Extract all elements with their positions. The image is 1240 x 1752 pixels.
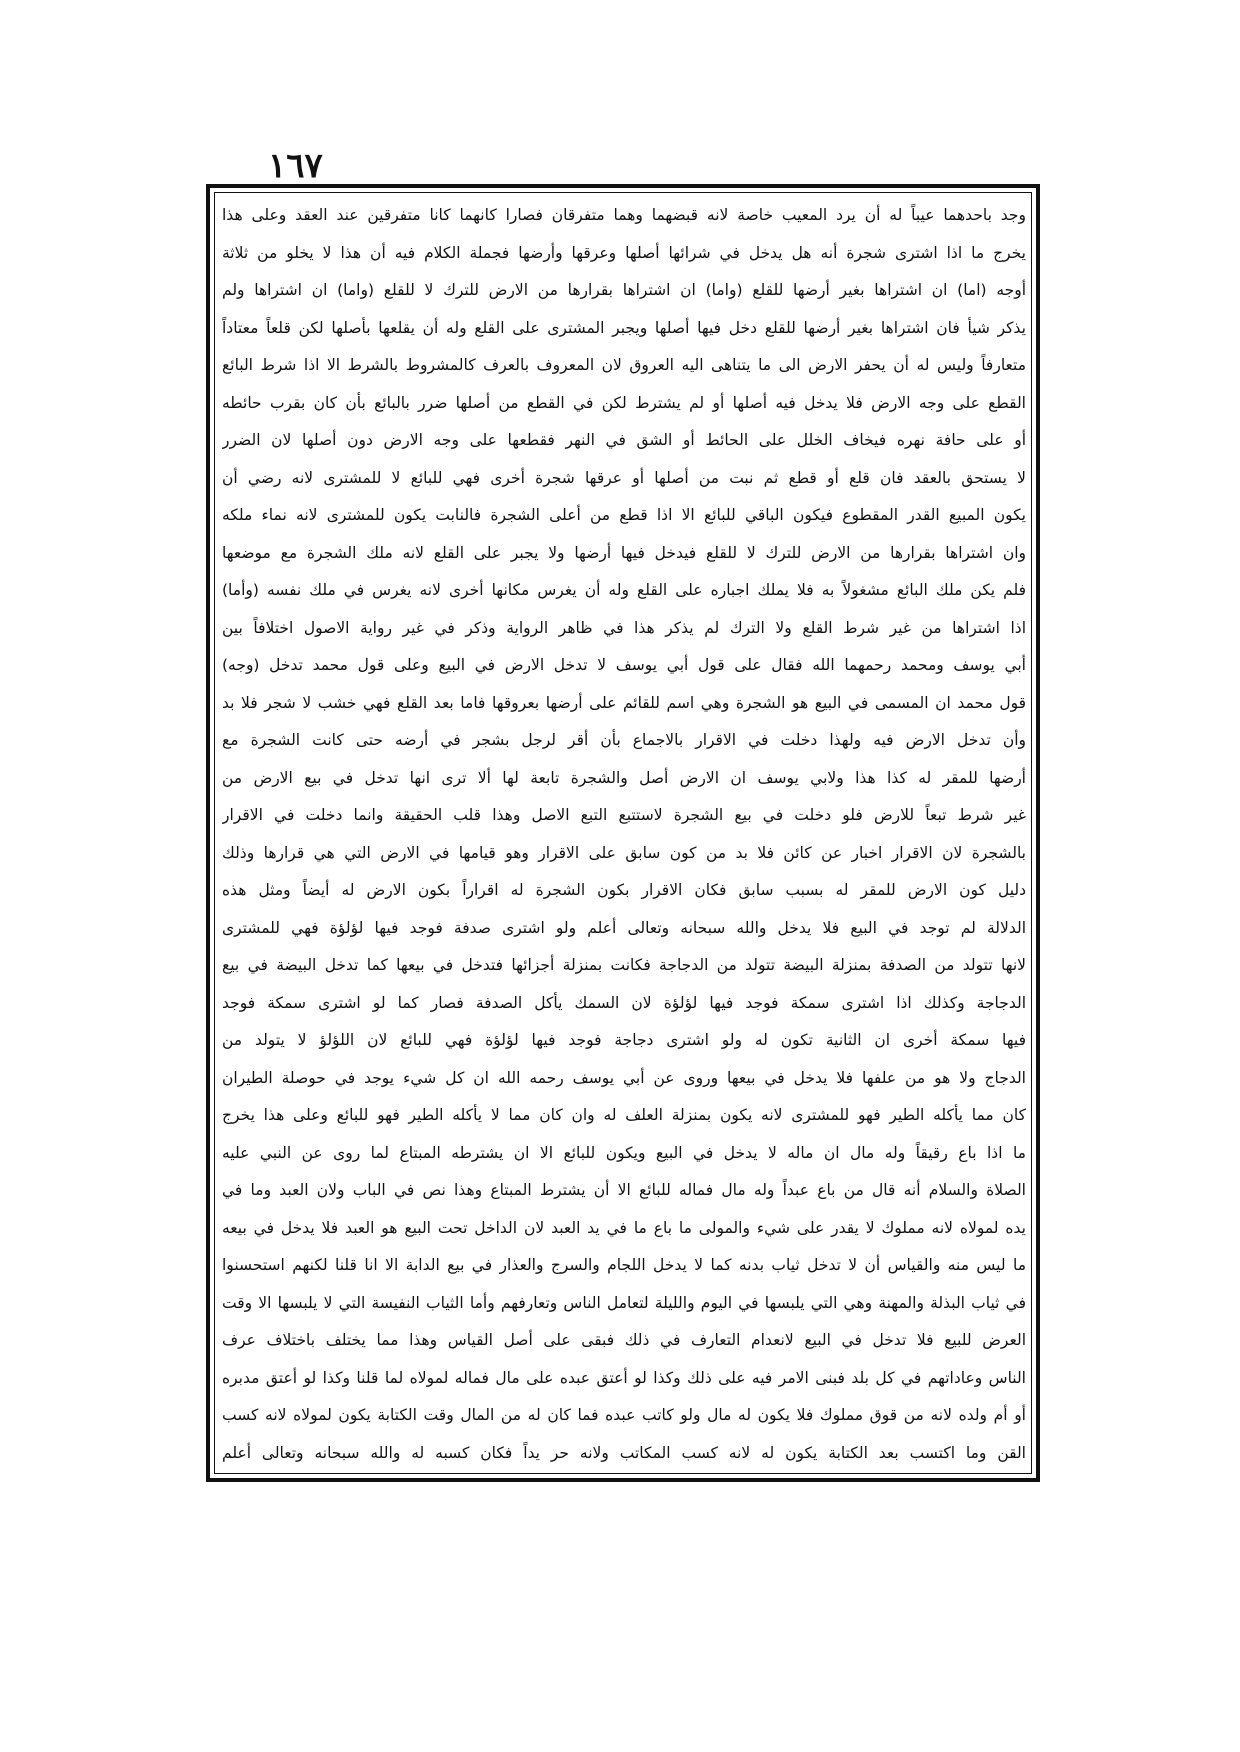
- text-line: الدجاج ولا هو من علفها فلا يدخل في بيعها وروى عن أبي يوسف رحمه الله ان كل شيء يوجد في حوصلة الطيران: [222, 1068, 1026, 1087]
- text-line: وان اشتراها بقرارها من الارض للترك لا للقلع فيدخل فيها أرضها ولا يجبر على القلع لانه ملك الشجرة مع موضعها: [222, 543, 1026, 562]
- text-line: لا يستحق بالعقد فان قلع أو قطع ثم نبت من أصلها أو عرقها شجرة أخرى فهي للبائع لا للمشترى لانه رضي أن: [222, 468, 1026, 487]
- text-block: [222, 198, 1026, 1470]
- text-line: ما اذا باع رقيقاً وله مال ان ماله لا يدخل في البيع ويكون للبائع الا ان يشترطه المبتاع لما روى عن النبي عليه: [222, 1143, 1026, 1162]
- text-line: بالشجرة لان الاقرار اخبار عن كائن فلا بد من كون سابق على الاقرار وهو قيامها في الارض التي هي قرارها وذلك: [222, 843, 1026, 862]
- text-line: الدجاجة وكذلك اذا اشترى سمكة فوجد فيها لؤلؤة لان السمك يأكل الصدفة فصار كما لو اشترى سمكة فوجد: [222, 993, 1026, 1012]
- text-line: دليل كون الارض للمقر له بسبب سابق فكان الاقرار بكون الشجرة له اقراراً بكون الارض له أيضاً ومثل هذه: [222, 881, 1026, 899]
- text-line: يكون المبيع القدر المقطوع فيكون الباقي للبائع الا اذا قطع من أعلى الشجرة فالنابت يكون للمشترى لانه نماء ملكه: [222, 506, 1026, 524]
- text-line: كان مما يأكله الطير فهو للمشترى لانه يكون بمنزلة العلف له وان كان مما لا يأكله الطير فهو للبائع وعلى هذا يخرج: [222, 1106, 1026, 1124]
- text-line: وأن تدخل الارض فيه ولهذا دخلت في الاقرار بالاجماع بأن أقر لرجل بشجر في أرضه حتى كانت الشجرة مع: [222, 731, 1026, 749]
- text-line: القطع على وجه الارض فلا يدخل فيه أصلها أو لم يشترط لكن في القطع من أصلها ضرر بالبائع بأن كان بقرب حائطه: [222, 393, 1026, 412]
- text-line: لانها تتولد من الصدفة بمنزلة البيضة تتولد من الدجاجة فكانت بمنزلة أجزائها فتدخل في بيعها كما تدخل البيضة في بيع: [222, 956, 1026, 974]
- text-line: أو على حافة نهره فيخاف الخلل على الحائط أو الشق في النهر فقطعها على وجه الارض دون أصلها لان الضرر: [222, 431, 1026, 449]
- text-line: فلم يكن ملك البائع مشغولاً به فلا يملك اجباره على القلع وله أن يغرس مكانها أخرى لانه يغرس في ملك نفسه (وأما): [222, 581, 1026, 599]
- text-line: فيها سمكة أخرى ان الثانية تكون له ولو اشترى دجاجة فوجد فيها لؤلؤة فهي للبائع لان اللؤلؤ لا يتولد من: [222, 1031, 1026, 1049]
- text-line: القن وما اكتسب بعد الكتابة يكون له لانه كسب المكاتب ولانه حر يداً فكان كسبه له والله سبحانه وتعالى أعلم: [222, 1443, 1026, 1462]
- text-line: العرض للبيع فلا تدخل في البيع لانعدام التعارف في ذلك فبقى على أصل القياس وهذا مما يختلف باختلاف عرف: [222, 1331, 1026, 1349]
- text-line: يذكر شيأ فان اشتراها بغير أرضها للقلع دخل فيها أصلها ويجبر المشترى على القلع وله أن يقلعها بأصلها لكن قلعاً معتاداً: [222, 318, 1026, 337]
- page-number: ١٦٧: [268, 146, 323, 186]
- text-line: متعارفاً وليس له أن يحفر الارض الى ما يتناهى اليه العروق لان المعروف بالعرف كالمشروط بالشرط الا اذا شرط البائع: [222, 356, 1026, 374]
- text-line: ما ليس منه والقياس أن لا تدخل ثياب بدنه كما لا يدخل اللجام والسرج والعذار في بيع الدابة الا انا قلنا لكنهم استحسنوا: [222, 1256, 1026, 1274]
- text-line: في ثياب البذلة والمهنة وهي التي يلبسها في اليوم والليلة لتعامل الناس وتعارفهم وأما الثياب النفيسة التي لا يلبسها الا وقت: [222, 1293, 1026, 1312]
- text-line: الناس وعاداتهم في كل بلد فبنى الامر فيه على ذلك وكذا لو أعتق عبده على مال فماله لمولاه لما قلنا وكذا لو أعتق مدبره: [222, 1368, 1026, 1387]
- text-line: الدلالة لم توجد في البيع فلا يدخل والله سبحانه وتعالى أعلم ولو اشترى صدفة فوجد فيها لؤلؤة فهي للمشترى: [222, 918, 1026, 937]
- text-line: الصلاة والسلام أنه قال من باع عبداً وله مال فماله للبائع الا أن يشترط المبتاع وهذا نص في الباب ولان العبد وما في: [222, 1181, 1026, 1199]
- text-line: وجد باحدهما عيباً له أن يرد المعيب خاصة لانه قبضهما وهما متفرقان فصارا كانهما كانا متفرقين عند العقد وعلى هذا: [222, 206, 1026, 224]
- text-line: يخرج ما اذا اشترى شجرة أنه هل يدخل في شرائها أصلها وعرقها وأرضها فجملة الكلام فيه أن هذا لا يخلو من ثلاثة: [222, 243, 1026, 262]
- text-line: قول محمد ان المسمى في البيع هو الشجرة وهي اسم للقائم على أرضها بعروقها فاما بعد القلع فهي خشب لا شجر فلا بد: [222, 693, 1026, 712]
- text-line: غير شرط تبعاً للارض فلو دخلت في بيع الشجرة لاستتبع التبع الاصل وهذا قلب الحقيقة وانما دخلت في الاقرار: [222, 806, 1026, 824]
- text-line: يده لمولاه لانه مملوك لا يقدر على شيء والمولى ما باع ما في يد العبد لان الداخل تحت البيع هو العبد فلا يدخل في بيعه: [222, 1218, 1026, 1237]
- text-line: أبي يوسف ومحمد رحمهما الله فقال على قول أبي يوسف لا تدخل الارض في البيع وعلى قول محمد تدخل (وجه): [222, 656, 1026, 674]
- text-line: أو أم ولده لانه من قوق مملوك فلا يكون له مال ولو كاتب عبده فما كان له من المال وقت الكتابة يكون لمولاه لانه كسب: [222, 1406, 1026, 1424]
- text-line: أرضها للمقر له كذا هذا ولابي يوسف ان الارض أصل والشجرة تابعة لها ألا ترى انها تدخل في بيع الارض من: [222, 768, 1026, 787]
- text-line: اذا اشتراها من غير شرط القلع ولا الترك لم يذكر هذا في ظاهر الرواية وذكر في غير رواية الاصول اختلافاً بين: [222, 618, 1026, 637]
- text-line: أوجه (اما) ان اشتراها بغير أرضها للقلع (واما) ان اشتراها بقرارها من الارض للترك لا للقلع (واما) ان اشتراها ولم: [222, 281, 1026, 299]
